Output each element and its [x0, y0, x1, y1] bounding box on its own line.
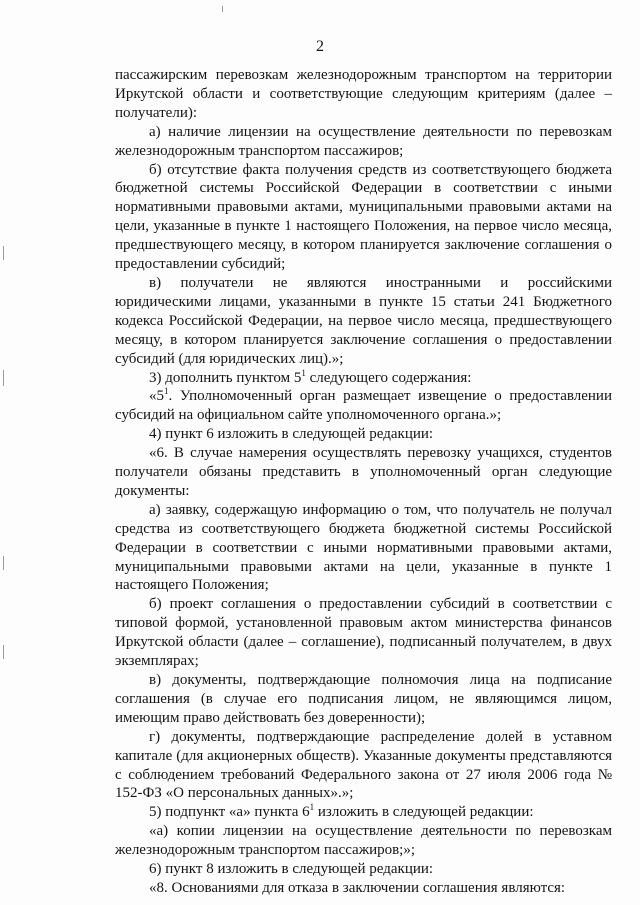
paragraph-text: а) заявку, содержащую информацию о том, что получатель не получал средства из соответствующего бюджета бюджетной системы Российской Федерации в соответствии с иными нормативными правовыми актами, муниципальными правовыми актами на цели, указанные в пункте 1 настоящего Положения;: [115, 501, 612, 594]
document-body: [115, 66, 612, 898]
scan-mark: [3, 556, 4, 570]
paragraph: [115, 387, 612, 425]
paragraph: [115, 369, 612, 388]
paragraph: [115, 860, 612, 879]
paragraph-text: 6) пункт 8 изложить в следующей редакции:: [149, 861, 434, 878]
paragraph: [115, 595, 612, 671]
scan-mark: [3, 370, 4, 386]
paragraph: [115, 879, 612, 898]
paragraph: [115, 123, 612, 161]
paragraph-text: 3) дополнить пунктом 5: [149, 369, 302, 386]
paragraph: [115, 66, 612, 123]
paragraph: [115, 671, 612, 728]
paragraph: [115, 501, 612, 596]
paragraph-text: «6. В случае намерения осуществлять перевозку учащихся, студентов получатели обязаны представить в уполномоченный орган следующие документы:: [115, 445, 612, 499]
paragraph: [115, 728, 612, 804]
paragraph-text: б) отсутствие факта получения средств из соответствующего бюджета бюджетной системы Российской Федерации в соответствии с иными нормативными правовыми актами, муниципальными правовыми актами на цели, указанные в пункте 1 настоящего Положения, на первое число месяца, предшествующего месяцу, в котором планируется заключение соглашения о предоставлении субсидий;: [115, 161, 612, 273]
paragraph-text: б) проект соглашения о предоставлении субсидий в соответствии с типовой формой, установленной правовым актом министерства финансов Иркутской области (далее – соглашение), подписанный получателем, в двух экземплярах;: [115, 596, 612, 670]
paragraph-text: «а) копии лицензии на осуществление деятельности по перевозкам железнодорожным транспортом пассажиров;»;: [115, 823, 612, 859]
paragraph-text: следующего содержания:: [305, 369, 472, 386]
paragraph: [115, 161, 612, 274]
superscript: 1: [309, 802, 315, 813]
paragraph-text: «8. Основаниями для отказа в заключении соглашения являются:: [149, 879, 566, 896]
paragraph-text: изложить в следующей редакции:: [314, 804, 534, 821]
paragraph-text: в) документы, подтверждающие полномочия лица на подписание соглашения (в случае его подписания лицом, не являющимся лицом, имеющим право действовать без доверенности);: [115, 672, 612, 726]
paragraph-text: «5: [149, 388, 164, 405]
paragraph: [115, 444, 612, 501]
page-number: 2: [316, 38, 324, 55]
paragraph-text: г) документы, подтверждающие распределение долей в уставном капитале (для акционерных обществ). Указанные документы представляются с соблюдением требований Федерального закона от 27 июля 2006 года № 152-ФЗ «О персональных данных».»;: [115, 728, 612, 802]
paragraph: [115, 822, 612, 860]
scan-mark: [3, 246, 4, 260]
paragraph-text: . Уполномоченный орган размещает извещение о предоставлении субсидий на официальном сайте уполномоченного органа.»;: [115, 388, 612, 424]
paragraph: [115, 425, 612, 444]
superscript: 1: [301, 367, 306, 378]
superscript: 1: [164, 386, 169, 397]
scan-mark: [222, 6, 223, 12]
scan-mark: [3, 645, 4, 659]
paragraph: [115, 274, 612, 369]
paragraph: [115, 803, 612, 822]
paragraph-text: 4) пункт 6 изложить в следующей редакции:: [149, 426, 434, 443]
paragraph-text: а) наличие лицензии на осуществление деятельности по перевозкам железнодорожным транспортом пассажиров;: [115, 123, 612, 159]
paragraph-text: 5) подпункт «а» пункта 6: [149, 804, 310, 821]
paragraph-text: в) получатели не являются иностранными и российскими юридическими лицами, указанными в пункте 15 статьи 241 Бюджетного кодекса Российской Федерации, на первое число месяца, предшествующего месяцу, в котором планируется заключение соглашения о предоставлении субсидий (для юридических лиц).»;: [115, 274, 612, 367]
paragraph-text: пассажирским перевозкам железнодорожным транспортом на территории Иркутской области и соответствующие следующим критериям (далее – получатели):: [115, 67, 612, 121]
